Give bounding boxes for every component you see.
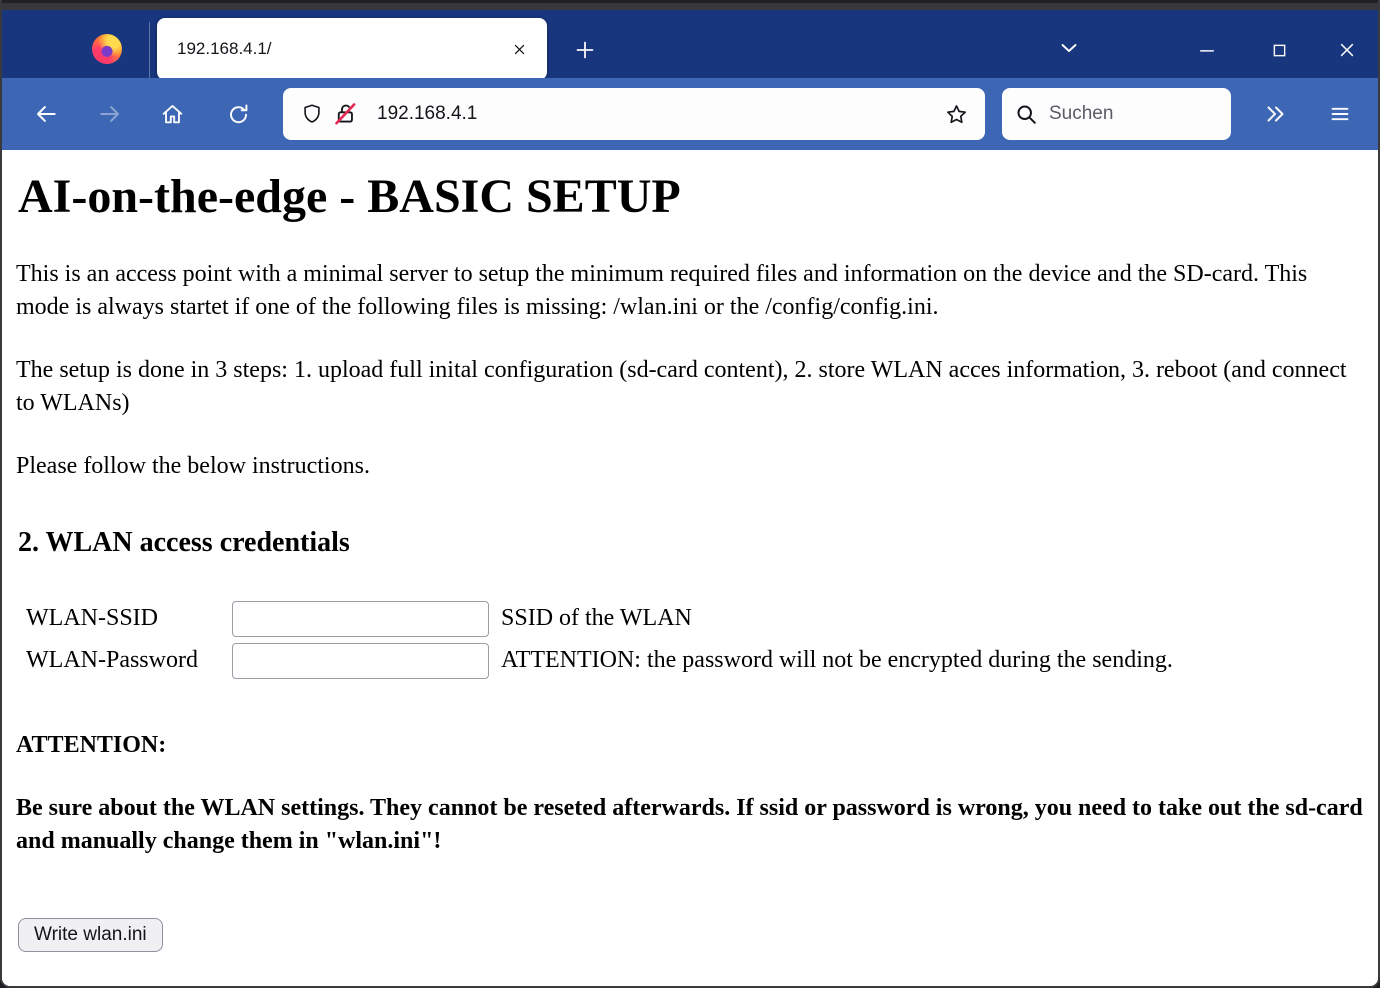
write-wlan-ini-button[interactable]: Write wlan.ini [18,918,163,952]
tab-separator [149,22,150,78]
address-bar[interactable] [283,88,985,140]
wlan-ssid-description: SSID of the WLAN [501,605,692,632]
window-minimize-button[interactable] [1190,35,1224,65]
attention-heading: ATTENTION: [16,731,167,758]
wlan-password-description: ATTENTION: the password will not be encrypted during the sending. [501,647,1173,674]
tab-close-icon[interactable] [509,39,529,59]
firefox-icon[interactable] [92,34,122,64]
new-tab-button[interactable] [570,35,600,65]
wlan-credentials-table [16,597,1177,683]
window-close-button[interactable] [1330,35,1364,65]
intro-paragraph-2: The setup is done in 3 steps: 1. upload full inital configuration (sd-card content), 2. store WLAN acces information, 3. reboot (and connect to WLANs) [16,356,1347,416]
wlan-ssid-label: WLAN-SSID [26,605,158,632]
window-maximize-button[interactable] [1262,35,1296,65]
hamburger-menu-icon[interactable] [1323,99,1357,129]
tab-bar [2,10,1378,78]
page-title: AI-on-the-edge - BASIC SETUP [18,170,681,223]
tracking-protection-shield-icon[interactable] [295,97,329,131]
url-text[interactable]: 192.168.4.1 [377,103,478,124]
intro-paragraph-3: Please follow the below instructions. [16,452,370,479]
page-content [2,150,1378,986]
tab-title: 192.168.4.1/ [177,39,272,58]
forward-icon[interactable] [93,99,127,129]
active-tab[interactable] [157,18,547,80]
list-all-tabs-chevron-icon[interactable] [1052,33,1086,63]
back-icon[interactable] [29,99,63,129]
search-icon [1014,102,1039,127]
search-input[interactable] [1002,88,1231,140]
overflow-double-chevron-icon[interactable] [1258,99,1292,129]
insecure-connection-lock-icon[interactable] [329,97,363,131]
intro-paragraph-1: This is an access point with a minimal server to setup the minimum required files and information on the device and the SD-card. This mode is always startet if one of the following files is missing: /wlan.ini or the /config/config.ini. [16,260,1308,320]
wlan-password-label: WLAN-Password [26,647,198,674]
table-row [18,641,1175,681]
warning-text: Be sure about the WLAN settings. They cannot be reseted afterwards. If ssid or password is wrong, you need to take out the sd-card and manually change them in "wlan.ini"! [16,794,1363,854]
section-heading-wlan-credentials: 2. WLAN access credentials [18,526,350,558]
bookmark-star-icon[interactable] [939,97,973,131]
search-placeholder: Suchen [1049,103,1114,124]
wlan-ssid-input[interactable] [232,601,489,637]
wlan-password-input[interactable] [232,643,489,679]
table-row [18,599,1175,639]
window-top-edge [2,0,1378,10]
home-icon[interactable] [155,99,189,129]
navigation-toolbar [2,78,1378,150]
reload-icon[interactable] [221,99,255,129]
